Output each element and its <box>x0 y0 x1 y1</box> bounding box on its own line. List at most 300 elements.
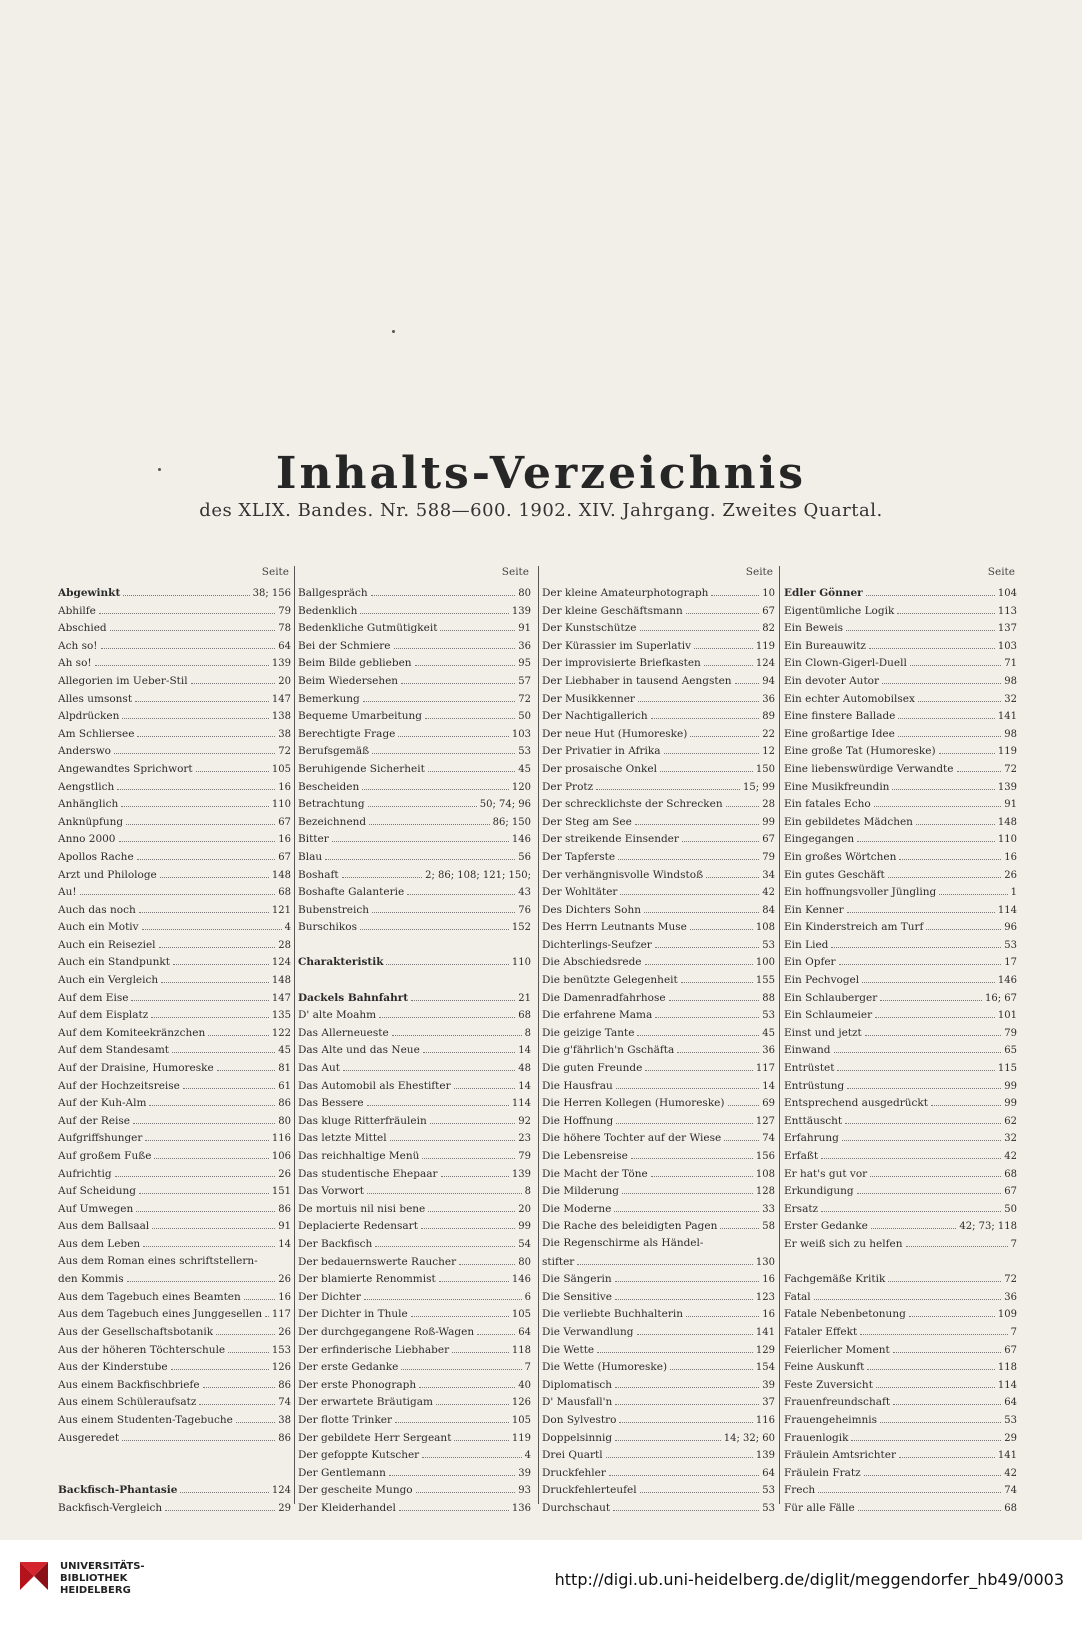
entry-title: Abhilfe <box>58 604 96 617</box>
entry-title: Der Kunstschütze <box>542 622 637 635</box>
entry-title: Der streikende Einsender <box>542 833 679 846</box>
entry-page-number: 137 <box>997 623 1017 635</box>
entry-page-number: 36 <box>518 640 531 652</box>
dot-leader <box>143 1235 275 1247</box>
dot-leader <box>477 1323 515 1335</box>
dot-leader <box>888 866 1002 878</box>
entry-title: Ein Bureauwitz <box>784 639 866 652</box>
index-entry <box>58 1358 291 1376</box>
entry-page-number: 86 <box>278 1432 291 1444</box>
dot-leader <box>615 1288 753 1300</box>
entry-title: Dichterlings-Seufzer <box>542 938 652 951</box>
page-title: Inhalts-Verzeichnis <box>275 448 807 499</box>
entry-title: Ein großes Wörtchen <box>784 850 897 863</box>
entry-page-number: 26 <box>278 1326 291 1338</box>
entry-page-number: 86 <box>278 1203 291 1215</box>
index-entry <box>58 795 291 813</box>
index-entry <box>58 672 291 690</box>
index-entry <box>542 883 775 901</box>
dot-leader <box>342 866 423 878</box>
entry-title: Allegorien im Ueber-Stil <box>58 674 188 687</box>
entry-title: Berufsgemäß <box>298 745 370 758</box>
entry-page-number: 108 <box>755 922 775 934</box>
entry-title: Fatale Nebenbetonung <box>784 1308 906 1321</box>
index-entry <box>542 1112 775 1130</box>
index-entry <box>298 1429 531 1447</box>
entry-page-number: 68 <box>1004 1168 1017 1180</box>
entry-title: Anno 2000 <box>58 833 116 846</box>
dot-leader <box>394 637 516 649</box>
dot-leader <box>615 1393 759 1405</box>
index-entry <box>58 901 291 919</box>
entry-title: Ein Beweis <box>784 622 844 635</box>
entry-page-number: 37 <box>762 1397 775 1409</box>
entry-page-number: 79 <box>1004 1027 1017 1039</box>
dot-leader <box>821 1147 1001 1159</box>
index-column-3 <box>542 566 775 1516</box>
dot-leader <box>858 1499 1002 1511</box>
index-entry <box>542 1429 775 1447</box>
dot-leader <box>421 1217 515 1229</box>
dot-leader <box>638 690 759 702</box>
index-entry <box>298 1446 531 1464</box>
column-divider <box>779 566 780 1504</box>
entry-title: Bemerkung <box>298 692 360 705</box>
entry-page-number: 155 <box>755 975 775 987</box>
dot-leader <box>395 1411 509 1423</box>
index-entry <box>542 584 775 602</box>
index-entry <box>58 584 291 602</box>
index-columns <box>58 566 1023 1516</box>
entry-page-number: 124 <box>271 1485 291 1497</box>
dot-leader <box>814 1288 1002 1300</box>
index-entry <box>298 1411 531 1429</box>
index-entry <box>58 1041 291 1059</box>
entry-page-number: 92 <box>518 1115 531 1127</box>
entry-title: Der Gentlemann <box>298 1466 386 1479</box>
entry-title: Boshafte Galanterie <box>298 886 405 899</box>
entry-page-number: 53 <box>762 1010 775 1022</box>
entry-title: Das Alte und das Neue <box>298 1044 420 1057</box>
entry-page-number: 38 <box>278 728 291 740</box>
entry-page-number: 42 <box>762 887 775 899</box>
index-entry <box>542 1182 775 1200</box>
index-column-4 <box>784 566 1017 1516</box>
entry-page-number: 101 <box>997 1010 1017 1022</box>
index-entry <box>58 936 291 954</box>
entry-title: Entsprechend ausgedrückt <box>784 1097 928 1110</box>
entry-page-number: 86; 150 <box>492 816 531 828</box>
index-entry <box>542 830 775 848</box>
dot-leader <box>183 1077 275 1089</box>
entry-title: Abgewinkt <box>58 587 121 599</box>
entry-page-number: 103 <box>511 728 531 740</box>
index-entry <box>298 1323 531 1341</box>
dot-leader <box>172 1041 275 1053</box>
entry-title: Das studentische Ehepaar <box>298 1167 438 1180</box>
dot-leader <box>720 1217 759 1229</box>
index-entry <box>58 1200 291 1218</box>
index-entry <box>58 1481 291 1499</box>
dot-leader <box>454 1077 516 1089</box>
dot-leader <box>637 1323 753 1335</box>
index-entry <box>784 1024 1017 1042</box>
dot-leader <box>831 936 1001 948</box>
entry-page-number: 118 <box>511 1344 531 1356</box>
index-entry <box>784 1323 1017 1341</box>
dot-leader <box>101 637 276 649</box>
entry-title: Aengstlich <box>58 780 115 793</box>
dot-leader <box>614 1200 759 1212</box>
entry-title: Auf Umwegen <box>58 1202 134 1215</box>
entry-title: Durchschaut <box>542 1501 611 1514</box>
index-entry <box>784 1446 1017 1464</box>
index-entry <box>542 1041 775 1059</box>
index-entry <box>58 742 291 760</box>
page-column-header: Seite <box>745 566 773 578</box>
dot-leader <box>407 883 515 895</box>
dot-leader <box>869 637 995 649</box>
entry-title: Feste Zuversicht <box>784 1378 873 1391</box>
index-entry <box>58 866 291 884</box>
entry-title: Diplomatisch <box>542 1378 613 1391</box>
entry-title: Der Steg am See <box>542 815 632 828</box>
index-entry <box>58 848 291 866</box>
entry-page-number: 100 <box>755 957 775 969</box>
index-entry <box>784 1077 1017 1095</box>
entry-page-number: 36 <box>762 693 775 705</box>
dot-leader <box>115 1165 276 1177</box>
entry-page-number: 33 <box>762 1203 775 1215</box>
index-entry <box>298 918 531 936</box>
index-entry <box>542 619 775 637</box>
entry-title: Er hat's gut vor <box>784 1167 868 1180</box>
entry-title: Ein gutes Geschäft <box>784 868 885 881</box>
dot-leader <box>117 778 275 790</box>
entry-page-number: 7 <box>1010 1326 1017 1338</box>
entry-page-number: 106 <box>271 1151 291 1162</box>
index-entry <box>58 1499 291 1517</box>
entry-title: Der Kürassier im Superlativ <box>542 639 692 652</box>
entry-title: Don Sylvestro <box>542 1413 617 1426</box>
library-name-line3: HEIDELBERG <box>60 1585 131 1596</box>
dot-leader <box>615 1270 760 1282</box>
entry-title: Auch ein Motiv <box>58 921 139 934</box>
index-entry <box>784 883 1017 901</box>
entry-page-number: 105 <box>511 1309 531 1321</box>
entry-title: Der Protz <box>542 780 594 793</box>
dot-leader <box>818 1481 1001 1493</box>
index-entry <box>542 1358 775 1376</box>
entry-page-number: 110 <box>997 834 1017 846</box>
dot-leader <box>422 1147 515 1159</box>
dot-leader <box>660 760 753 772</box>
entry-page-number: 84 <box>762 904 775 916</box>
entry-page-number: 79 <box>762 851 775 863</box>
dot-leader <box>847 901 995 913</box>
index-entry <box>784 848 1017 866</box>
index-entry <box>58 1411 291 1429</box>
entry-page-number: 16 <box>1004 851 1017 863</box>
entry-title: Bedenkliche Gutmütigkeit <box>298 622 438 635</box>
index-entry <box>298 953 531 971</box>
entry-page-number: 15; 99 <box>743 781 775 793</box>
entry-page-number: 74 <box>1004 1485 1017 1497</box>
entry-page-number: 68 <box>278 887 291 899</box>
dot-leader <box>640 619 760 631</box>
index-entry <box>784 1481 1017 1499</box>
entry-title: Ein devoter Autor <box>784 674 880 687</box>
entry-title: Aufgriffshunger <box>58 1132 143 1145</box>
dot-leader <box>217 1059 276 1071</box>
index-entry <box>298 1393 531 1411</box>
index-entry <box>58 1253 291 1271</box>
dot-leader <box>121 795 269 807</box>
entry-title: Backfisch-Vergleich <box>58 1501 163 1514</box>
dot-leader <box>857 1182 1002 1194</box>
dot-leader <box>681 971 753 983</box>
index-entry <box>784 953 1017 971</box>
dot-leader <box>142 918 282 930</box>
entry-title: Ein Opfer <box>784 956 836 969</box>
entry-title: Die Regenschirme als Händel- <box>542 1236 704 1249</box>
dot-leader <box>459 1253 515 1265</box>
dot-leader <box>847 1077 1001 1089</box>
entry-page-number: 105 <box>271 763 291 775</box>
entry-page-number: 74 <box>762 1133 775 1145</box>
entry-title: Anderswo <box>58 745 111 758</box>
entry-title: Ein echter Automobilsex <box>784 692 915 705</box>
dot-leader <box>411 1305 509 1317</box>
entry-title: Die Herren Kollegen (Humoreske) <box>542 1097 725 1110</box>
entry-title: Drei Quartl <box>542 1449 603 1462</box>
index-entry <box>298 1358 531 1376</box>
entry-page-number: 78 <box>278 623 291 635</box>
dot-leader <box>939 742 995 754</box>
index-entry <box>542 778 775 796</box>
entry-page-number: 124 <box>755 658 775 670</box>
index-entry <box>542 760 775 778</box>
entry-page-number: 141 <box>997 711 1017 723</box>
dot-leader <box>860 1323 1007 1335</box>
index-entry <box>784 602 1017 620</box>
entry-title: Edler Gönner <box>784 587 863 599</box>
entry-page-number: 86 <box>278 1098 291 1110</box>
index-entry <box>298 1217 531 1235</box>
index-entry <box>542 1077 775 1095</box>
dot-leader <box>857 830 995 842</box>
dot-leader <box>644 901 759 913</box>
dot-leader <box>360 602 509 614</box>
dot-leader <box>364 1288 522 1300</box>
entry-page-number: 79 <box>278 605 291 617</box>
entry-title: Bubenstreich <box>298 903 370 916</box>
dot-leader <box>126 813 275 825</box>
entry-page-number: 48 <box>518 1063 531 1075</box>
entry-page-number: 121 <box>271 904 291 916</box>
index-entry <box>58 778 291 796</box>
index-entry <box>58 1270 291 1288</box>
entry-page-number: 26 <box>278 1168 291 1180</box>
entry-title: Ein Clown-Gigerl-Duell <box>784 657 907 670</box>
dot-leader <box>897 602 995 614</box>
dot-leader <box>939 883 1007 895</box>
entry-page-number: 146 <box>511 834 531 846</box>
dot-leader <box>880 989 982 1001</box>
entry-title: Die Macht der Töne <box>542 1167 648 1180</box>
entry-title: D' alte Moahm <box>298 1009 377 1022</box>
dot-leader <box>236 1411 275 1423</box>
entry-page-number: 14 <box>518 1080 531 1092</box>
entry-title: Auf dem Standesamt <box>58 1044 169 1057</box>
index-entry <box>298 1200 531 1218</box>
index-entry <box>298 1059 531 1077</box>
entry-title: Fräulein Fratz <box>784 1466 861 1479</box>
index-entry <box>298 742 531 760</box>
index-entry <box>542 1006 775 1024</box>
entry-page-number: 10 <box>762 588 775 599</box>
entry-page-number: 139 <box>511 605 531 617</box>
footer-bar <box>0 1540 1082 1626</box>
entry-page-number: 22 <box>762 728 775 740</box>
dot-leader <box>635 813 759 825</box>
entry-page-number: 36 <box>762 1045 775 1057</box>
entry-title: Ein Pechvogel <box>784 974 860 987</box>
entry-title: Für alle Fälle <box>784 1501 855 1514</box>
entry-page-number: 86 <box>278 1379 291 1391</box>
entry-title: Alles umsonst <box>58 692 133 705</box>
dot-leader <box>898 707 995 719</box>
entry-page-number: 99 <box>1004 1098 1017 1110</box>
dot-leader <box>173 953 269 965</box>
dot-leader <box>401 672 515 684</box>
entry-title: Frauengeheimnis <box>784 1413 878 1426</box>
dot-leader <box>363 690 516 702</box>
index-entry <box>298 672 531 690</box>
dot-leader <box>893 1341 1002 1353</box>
entry-page-number: 64 <box>278 640 291 652</box>
entry-page-number: 88 <box>762 992 775 1004</box>
index-entry <box>542 672 775 690</box>
dot-leader <box>422 1446 521 1458</box>
index-entry <box>784 1112 1017 1130</box>
entry-title: Aus dem Tagebuch eines Junggesellen <box>58 1308 263 1321</box>
index-entry <box>784 1041 1017 1059</box>
entry-title: Eine Musikfreundin <box>784 780 890 793</box>
index-entry <box>298 602 531 620</box>
dot-leader <box>137 848 276 860</box>
speck-mark <box>392 330 395 333</box>
entry-page-number: 80 <box>518 588 531 599</box>
dot-leader <box>867 1358 995 1370</box>
entry-page-number: 109 <box>997 1309 1017 1321</box>
entry-page-number: 45 <box>518 763 531 775</box>
dot-leader <box>631 1147 753 1159</box>
entry-page-number: 74 <box>278 1397 291 1409</box>
entry-title: Ein Schlaumeier <box>784 1009 873 1022</box>
entry-title: Die Sensitive <box>542 1290 612 1303</box>
dot-leader <box>909 1305 995 1317</box>
entry-page-number: 8 <box>524 1186 531 1198</box>
entry-page-number: 16; 67 <box>985 992 1017 1004</box>
dot-leader <box>882 672 1001 684</box>
index-entry <box>542 901 775 919</box>
index-entry <box>542 1059 775 1077</box>
entry-page-number: 154 <box>755 1362 775 1374</box>
entry-page-number: 40 <box>518 1379 531 1391</box>
entry-title: Der prosaische Onkel <box>542 762 657 775</box>
index-entry <box>784 1305 1017 1323</box>
dot-leader <box>441 1165 509 1177</box>
entry-title: Eine finstere Ballade <box>784 710 896 723</box>
index-entry <box>784 1165 1017 1183</box>
dot-leader <box>821 1200 1001 1212</box>
dot-leader <box>880 1411 1001 1423</box>
entry-page-number: 79 <box>518 1151 531 1162</box>
dot-leader <box>133 1112 275 1124</box>
index-entry <box>58 1024 291 1042</box>
index-entry <box>542 1024 775 1042</box>
entry-page-number: 64 <box>518 1326 531 1338</box>
dot-leader <box>436 1393 509 1405</box>
index-entry <box>784 637 1017 655</box>
entry-title: Erkundigung <box>784 1185 854 1198</box>
index-entry <box>784 1059 1017 1077</box>
dot-leader <box>110 619 276 631</box>
index-entry <box>542 602 775 620</box>
entry-page-number: 139 <box>997 781 1017 793</box>
index-entry <box>58 1217 291 1235</box>
dot-leader <box>875 1006 995 1018</box>
index-entry <box>58 1182 291 1200</box>
entry-page-number: 53 <box>762 939 775 951</box>
entry-title: Erfahrung <box>784 1132 839 1145</box>
dot-leader <box>609 1464 759 1476</box>
entry-page-number: 42 <box>1004 1151 1017 1162</box>
entry-page-number: 139 <box>511 1168 531 1180</box>
dot-leader <box>906 1235 1008 1247</box>
dot-leader <box>682 830 759 842</box>
entry-page-number: 29 <box>278 1502 291 1514</box>
dot-leader <box>389 1464 515 1476</box>
entry-page-number: 80 <box>278 1115 291 1127</box>
entry-title: Aus der höheren Töchterschule <box>58 1343 226 1356</box>
dot-leader <box>876 1376 995 1388</box>
entry-page-number: 153 <box>271 1344 291 1356</box>
index-entry <box>542 989 775 1007</box>
entry-title: Aus einem Studenten-Tagebuche <box>58 1413 233 1426</box>
entry-page-number: 119 <box>997 746 1017 758</box>
dot-leader <box>137 725 275 737</box>
index-entry <box>784 725 1017 743</box>
index-entry <box>58 830 291 848</box>
dot-leader <box>228 1341 269 1353</box>
entry-title: Der Privatier in Afrika <box>542 745 661 758</box>
entry-title: Dackels Bahnfahrt <box>298 991 409 1004</box>
dot-leader <box>926 918 1001 930</box>
entry-page-number: 21 <box>518 992 531 1004</box>
entry-page-number: 32 <box>1004 693 1017 705</box>
entry-page-number: 7 <box>524 1362 531 1374</box>
entry-title: Beruhigende Sicherheit <box>298 762 425 775</box>
index-entry <box>298 830 531 848</box>
dot-leader <box>888 1270 1001 1282</box>
index-entry <box>298 1288 531 1306</box>
index-entry <box>784 672 1017 690</box>
entry-title: Der erste Gedanke <box>298 1361 399 1374</box>
source-url-link[interactable]: http://digi.ub.uni-heidelberg.de/diglit/meggendorfer_hb49/0003 <box>554 1570 1064 1589</box>
entry-page-number: 67 <box>762 834 775 846</box>
